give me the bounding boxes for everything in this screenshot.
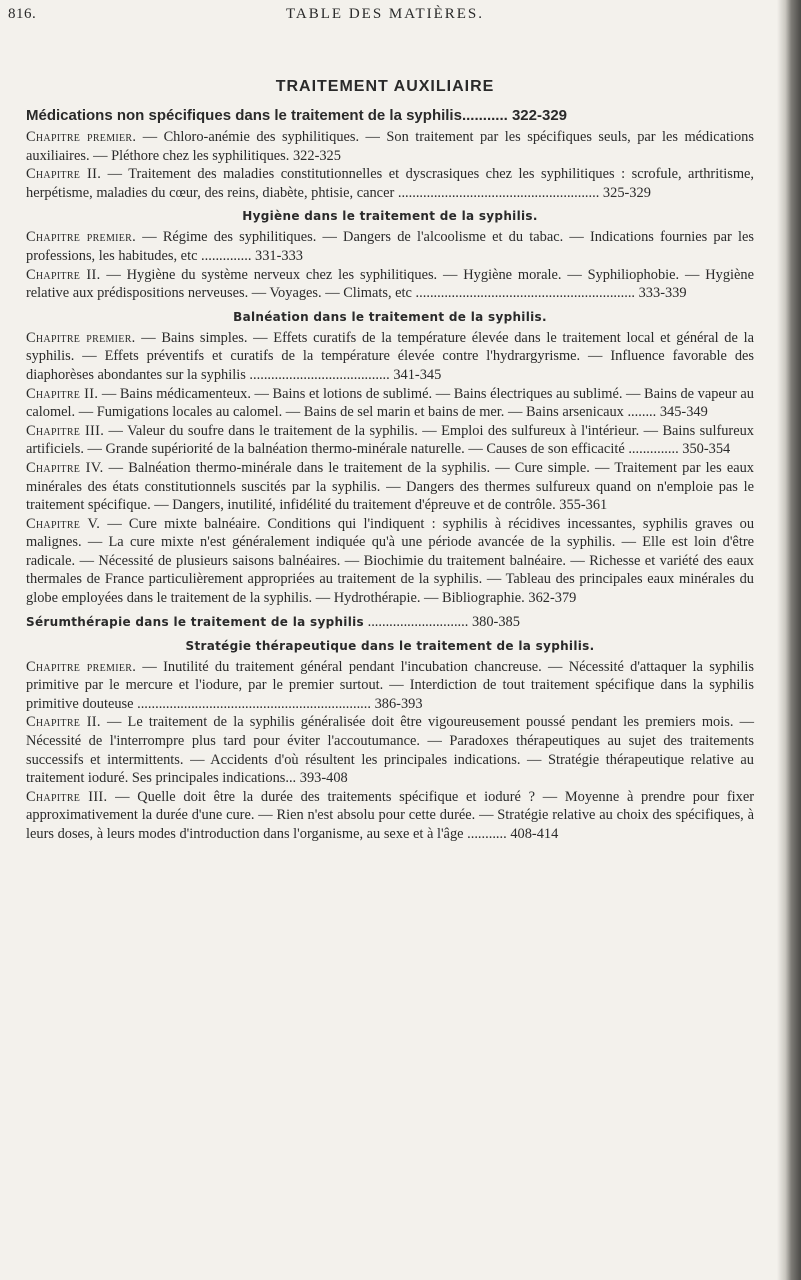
- entry-pages: 393-408: [299, 770, 348, 787]
- toc-entry-chapter: [26, 128, 754, 165]
- toc-entry-chapter: Chapitre premier. — Bains simples. — Effets curatifs de la température élevée dans le traitement local et général de la syphilis. — Effets préventifs et curatifs de la température élevée contre l'hydrargyrisme. — Influence favorable des diaphorèses abondantes sur la syphilis ....................................... 341-345: [26, 329, 754, 383]
- chapter-label: Chapitre premier.: [26, 658, 137, 675]
- entry-text: — Régime des syphilitiques. — Dangers de l'alcoolisme et du tabac. — Indications fournies par les professions, les habitudes, etc: [26, 229, 754, 264]
- chapter-label: Chapitre II.: [26, 166, 102, 183]
- toc-entry-chapter: Chapitre premier. — Régime des syphilitiques. — Dangers de l'alcoolisme et du tabac. — Indications fournies par les professions, les habitudes, etc .............. 331-333: [26, 229, 754, 264]
- entry-pages: 322-329: [511, 107, 568, 124]
- chapter-label: Chapitre premier.: [26, 129, 137, 145]
- toc-entry-chapter: Chapitre premier. — Inutilité du traitement général pendant l'incubation chancreuse. — Nécessité d'attaquer la syphilis primitive par le mercure et l'iodure, par le premier surtout. — Interdiction de tout traitement spécifique dans la syphilis primitive douteuse ................................................................. 386-393: [26, 658, 754, 712]
- table-of-contents: [26, 104, 754, 844]
- toc-entry-chapter: Chapitre II. — Hygiène du système nerveux chez les syphilitiques. — Hygiène morale. — Syphiliophobie. — Hygiène relative aux prédispositions nerveuses. — Voyages. — Climats, etc ............................................................. 333-339: [26, 266, 754, 302]
- entry-text: — Traitement des maladies constitutionnelles et dyscrasiques chez les syphilitiques : scrofule, arthritisme, herpétisme, maladies du cœur, des reins, diabète, phtisie, cancer: [26, 166, 754, 201]
- toc-entry-chapter: [26, 515, 754, 608]
- entry-text: — Chloro-anémie des syphilitiques. — Son traitement par les spécifiques seuls, par les médications auxiliaires. — Pléthore chez les syphilitiques.: [26, 129, 754, 164]
- entry-pages: 408-414: [510, 826, 559, 842]
- page-header: [0, 6, 770, 30]
- toc-entry-chapter: Chapitre II. — Traitement des maladies constitutionnelles et dyscrasiques chez les syphilitiques : scrofule, arthritisme, herpétisme, maladies du cœur, des reins, diabète, phtisie, cancer ........................................................ 325-329: [26, 166, 754, 201]
- entry-text: — Valeur du soufre dans le traitement de la syphilis. — Emploi des sulfureux à l'intérieur. — Bains sulfureux artificiels. — Grande supériorité de la balnéation thermo-minérale naturelle. — Causes de son efficacité: [26, 422, 754, 458]
- toc-entry-medications: Médications non spécifiques dans le traitement de la syphilis........... 322-329: [26, 107, 568, 124]
- toc-entry-chapter: Chapitre II. — Bains médicamenteux. — Bains et lotions de sublimé. — Bains électriques au sublimé. — Bains de vapeur au calomel. — Fumigations locales au calomel. — Bains de sel marin et bains de mer. — Bains arsenicaux ........ 345-349: [26, 385, 754, 421]
- entry-text: — Le traitement de la syphilis généralisée doit être vigoureusement poussé pendant les premiers mois. — Nécessité de l'interrompre plus tard pour éviter l'accoutumance. — Paradoxes thérapeutiques au sujet des traitements successifs et intermittents. — Accidents d'où résultent les principales indications. — Stratégie thérapeutique relative au traitement ioduré. Ses principales indications...: [26, 714, 754, 787]
- entry-pages: 322-325: [292, 147, 341, 164]
- chapter-label: Chapitre IV.: [26, 459, 104, 476]
- chapter-label: Chapitre premier.: [26, 229, 137, 246]
- entry-pages: 355-361: [559, 497, 608, 514]
- page-edge-shadow: [777, 0, 801, 1280]
- subsection-heading-hygiene: Hygiène dans le traitement de la syphilis.: [242, 209, 538, 224]
- entry-pages: 386-393: [374, 695, 423, 712]
- entry-pages: 350-354: [682, 441, 731, 458]
- subsection-heading-strategy: Stratégie thérapeutique dans le traitement de la syphilis.: [185, 638, 595, 653]
- chapter-label: Chapitre V.: [26, 515, 101, 532]
- chapter-label: Chapitre II.: [26, 266, 101, 283]
- entry-text: — Bains simples. — Effets curatifs de la température élevée dans le traitement local et général de la syphilis. — Effets préventifs et curatifs de la température élevée contre l'hydrargyrisme. — Influence favorable des diaphorèses abondantes sur la syphilis: [26, 329, 754, 383]
- chapter-label: Chapitre III.: [26, 422, 105, 439]
- toc-entry-chapter: Chapitre III. — Quelle doit être la durée des traitements spécifique et ioduré ? — Moyenne à prendre pour fixer approximativement la durée d'une cure. — Rien n'est absolu pour cette durée. — Stratégie relative au choix des spécifiques, à leurs doses, à leurs modes d'introduction dans l'organisme, au sexe et à l'âge ........... 408-414: [26, 788, 755, 842]
- entry-text: — Inutilité du traitement général pendant l'incubation chancreuse. — Nécessité d'attaquer la syphilis primitive par le mercure et l'iodure, par le premier surtout. — Interdiction de tout traitement spécifique dans la syphilis primitive douteuse: [26, 658, 754, 712]
- page-number: 816.: [8, 6, 37, 22]
- running-head: TABLE DES MATIÈRES.: [285, 6, 485, 22]
- chapter-label: Chapitre III.: [26, 788, 108, 805]
- entry-text: — Hygiène du système nerveux chez les syphilitiques. — Hygiène morale. — Syphiliophobie. — Hygiène relative aux prédispositions nerveuses. — Voyages. — Climats, etc: [26, 266, 754, 302]
- chapter-label: Chapitre II.: [26, 714, 101, 731]
- entry-text: — Balnéation thermo-minérale dans le traitement de la syphilis. — Cure simple. — Traitement par les eaux minérales des états constitutionnels suscités par la syphilis. — Dangers des thermes sulfureux quand on n'emploie pas le traitement spécifique. — Dangers, inutilité, infidélité du traitement d'épreuve et de contrôle.: [26, 459, 754, 514]
- entry-text: — Cure mixte balnéaire. Conditions qui l'indiquent : syphilis à récidives incessantes, syphilis graves ou malignes. — La cure mixte n'est généralement indiquée qu'à une période avancée de la syphilis. — Elle est loin d'être radicale. — Nécessité de plusieurs saisons balnéaires. — Biochimie du traitement balnéaire. — Richesse et variété des eaux thermales de France particulièrement appropriées au traitement de la syphilis. — Tableau des principales eaux minérales du globe employées dans le traitement de la syphilis. — Hydrothérapie. — Bibliographie.: [26, 515, 755, 607]
- entry-pages: 345-349: [659, 404, 708, 421]
- entry-pages: 333-339: [638, 285, 687, 302]
- chapter-label: Chapitre II.: [26, 385, 99, 402]
- entry-pages: 325-329: [602, 184, 651, 201]
- entry-pages: 331-333: [255, 247, 303, 264]
- entry-text: Médications non spécifiques dans le traitement de la syphilis: [26, 107, 462, 124]
- subsection-heading-balneation: Balnéation dans le traitement de la syphilis.: [233, 309, 547, 324]
- entry-text: Sérumthérapie dans le traitement de la syphilis: [26, 614, 364, 629]
- toc-entry-chapter: [26, 713, 754, 787]
- chapter-label: Chapitre premier.: [26, 329, 136, 346]
- entry-text: — Bains médicamenteux. — Bains et lotions de sublimé. — Bains électriques au sublimé. — Bains de vapeur au calomel. — Fumigations locales au calomel. — Bains de sel marin et bains de mer. — Bains arsenicaux: [26, 385, 754, 421]
- entry-text: — Quelle doit être la durée des traitements spécifique et ioduré ? — Moyenne à prendre pour fixer approximativement la durée d'une cure. — Rien n'est absolu pour cette durée. — Stratégie relative au choix des spécifiques, à leurs doses, à leurs modes d'introduction dans l'organisme, au sexe et à l'âge: [26, 788, 755, 842]
- entry-pages: 341-345: [393, 366, 442, 383]
- section-title: TRAITEMENT AUXILIAIRE: [275, 78, 495, 95]
- toc-entry-chapter: [26, 459, 754, 515]
- toc-entry-chapter: Chapitre III. — Valeur du soufre dans le traitement de la syphilis. — Emploi des sulfureux à l'intérieur. — Bains sulfureux artificiels. — Grande supériorité de la balnéation thermo-minérale naturelle. — Causes de son efficacité .............. 350-354: [26, 422, 754, 458]
- entry-pages: 362-379: [528, 590, 577, 607]
- toc-entry-serotherapy: Sérumthérapie dans le traitement de la syphilis ............................ 380-385: [26, 613, 520, 630]
- entry-pages: 380-385: [471, 613, 520, 630]
